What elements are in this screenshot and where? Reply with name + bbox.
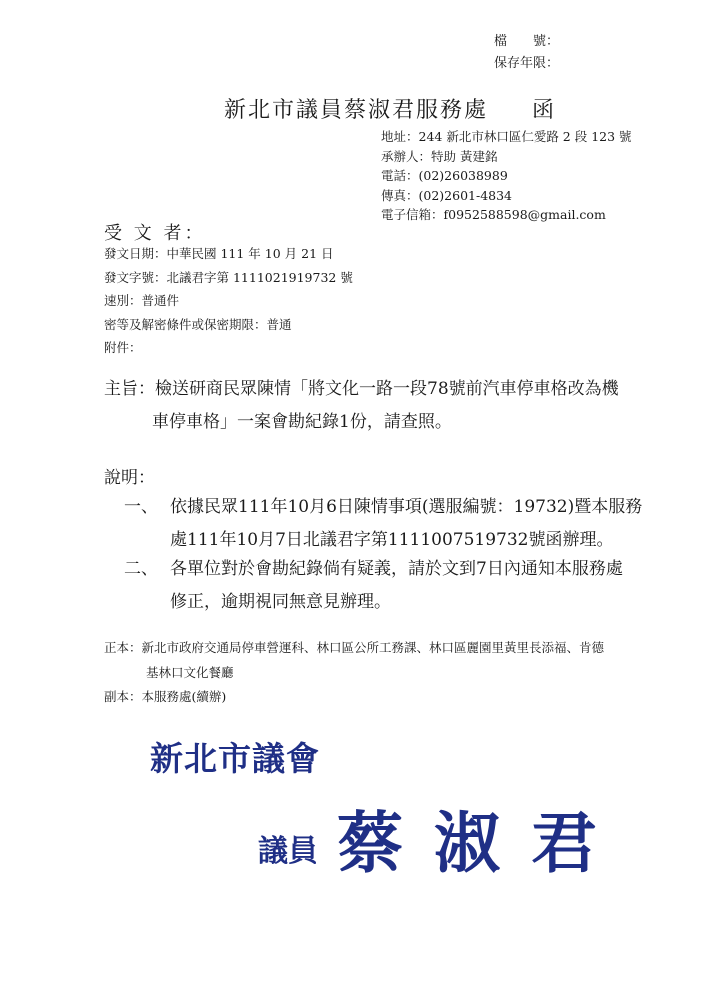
- council-stamp: 新北市議會: [150, 739, 320, 778]
- recipient-label: 受 文 者：: [104, 223, 206, 244]
- subject-section: [104, 373, 619, 439]
- sender-info: [381, 127, 632, 225]
- item-line-2: 處111年10月7日北議君字第1111007519732號函辦理。: [170, 530, 614, 550]
- item-number: 一、: [124, 497, 158, 517]
- subject-line-1: 主旨：檢送研商民眾陳情「將文化一路一段78號前汽車停車格改為機: [104, 379, 619, 399]
- councilor-title-stamp: 議員: [258, 834, 318, 869]
- copy-recipients: 副本：本服務處(續辦): [104, 689, 227, 704]
- document-title: [224, 93, 556, 124]
- sender-fax: 傳真：(02)2601-4834: [381, 187, 513, 203]
- distribution-section: [104, 636, 604, 710]
- explanation-heading: 說明：: [104, 468, 155, 488]
- item-number: 二、: [124, 559, 158, 579]
- item-line-2: 修正，逾期視同無意見辦理。: [170, 592, 391, 612]
- issue-date: 發文日期：中華民國 111 年 10 月 21 日: [104, 246, 334, 261]
- main-recipients-line-1: 正本：新北市政府交通局停車營運科、林口區公所工務課、林口區麗園里黃里長添福、肯德: [104, 640, 605, 655]
- sender-phone: 電話：(02)26038989: [381, 168, 508, 183]
- document-meta: [104, 242, 353, 360]
- retention-period-label: 保存年限：: [494, 56, 560, 71]
- sender-address: 地址：244 新北市林口區仁愛路 2 段 123 號: [381, 129, 632, 144]
- secrecy-level: 密等及解密條件或保密期限：普通: [104, 316, 292, 332]
- document-number: 發文字號：北議君字第 1111021919732 號: [104, 269, 353, 285]
- subject-line-2: 車停車格」一案會勘紀錄1份，請查照。: [152, 412, 452, 432]
- archive-fields: [494, 31, 559, 75]
- sender-email: 電子信箱：f0952588598@gmail.com: [381, 207, 606, 222]
- file-number-label: 檔 號：: [494, 34, 560, 49]
- item-line-1: 依據民眾111年10月6日陳情事項(選服編號：19732)暨本服務: [170, 497, 643, 517]
- document-type: 函: [532, 98, 557, 123]
- councilor-name-stamp: 蔡 淑 君: [337, 805, 601, 882]
- main-recipients-line-2: 基林口文化餐廳: [146, 664, 234, 680]
- attachments: 附件：: [104, 340, 142, 355]
- office-name: 新北市議員蔡淑君服務處: [224, 98, 489, 123]
- item-line-1: 各單位對於會勘紀錄倘有疑義，請於文到7日內通知本服務處: [170, 559, 623, 579]
- sender-contact: 承辦人：特助 黃建銘: [381, 148, 498, 164]
- explanation-item: [124, 553, 623, 619]
- explanation-item: [124, 491, 642, 557]
- delivery-speed: 速別：普通件: [104, 293, 180, 308]
